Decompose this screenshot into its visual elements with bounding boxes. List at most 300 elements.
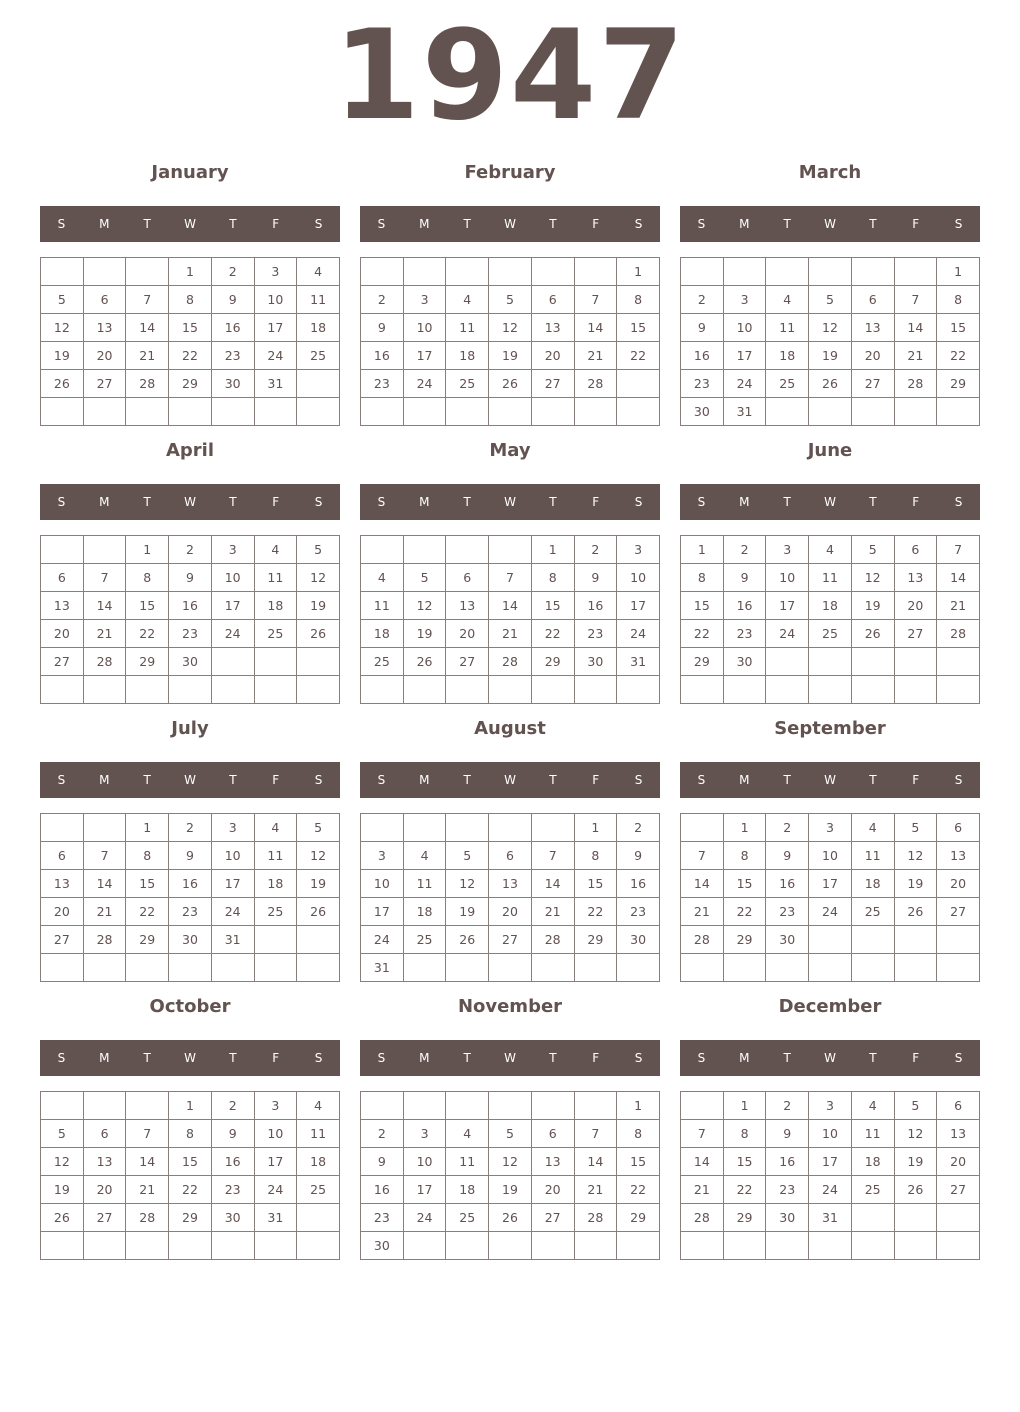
day-cell: 7 [681,1120,724,1148]
day-cell: 1 [681,536,724,564]
weekday-label: M [739,1051,750,1065]
day-cell: 15 [617,1148,660,1176]
week-row [681,314,980,342]
weekday-label: S [377,495,386,509]
day-cell: 19 [297,870,340,898]
day-cell: 17 [809,1148,852,1176]
day-cell: 25 [766,370,809,398]
day-cell: 13 [83,314,126,342]
week-row [361,536,660,564]
day-cell [851,676,894,704]
day-cell [297,1232,340,1260]
week-row [681,398,980,426]
weekday-label: S [57,773,66,787]
day-cell: 24 [254,1176,297,1204]
weekday-label: T [869,773,877,787]
day-cell [681,954,724,982]
day-cell [126,676,169,704]
day-cell: 31 [617,648,660,676]
weekday-label: S [377,1051,386,1065]
day-cell [851,648,894,676]
day-cell: 3 [809,1092,852,1120]
week-row [41,814,340,842]
day-cell: 18 [254,592,297,620]
day-cell [211,954,254,982]
week-row [361,926,660,954]
weekday-label: T [229,1051,237,1065]
day-cell [41,954,84,982]
weekday-label: F [912,1051,920,1065]
week-row [681,342,980,370]
weekday-label: S [634,1051,643,1065]
day-cell: 18 [446,342,489,370]
week-row [41,592,340,620]
day-cell: 27 [531,370,574,398]
weekday-label: T [869,217,877,231]
day-cell: 25 [851,1176,894,1204]
day-grid [40,535,340,704]
day-cell: 5 [489,1120,532,1148]
month-title: November [457,996,563,1017]
day-cell: 2 [361,1120,404,1148]
day-cell: 22 [681,620,724,648]
day-cell [894,1204,937,1232]
day-cell [83,1232,126,1260]
day-cell: 22 [723,898,766,926]
month-title: April [165,440,215,461]
day-cell [681,258,724,286]
day-cell: 11 [851,842,894,870]
day-cell [254,648,297,676]
day-cell: 28 [894,370,937,398]
month-title: March [798,162,862,183]
day-cell: 6 [937,1092,980,1120]
day-cell [489,954,532,982]
day-cell [937,1204,980,1232]
weekday-label: W [824,495,836,509]
week-row [361,1204,660,1232]
day-cell [851,258,894,286]
day-cell: 21 [574,1176,617,1204]
weekday-header-bar [360,206,660,242]
day-cell: 5 [41,1120,84,1148]
weekday-label: F [272,1051,280,1065]
day-cell: 4 [851,1092,894,1120]
day-cell: 16 [211,314,254,342]
day-cell: 8 [126,842,169,870]
day-cell: 9 [211,286,254,314]
weekday-label: W [184,1051,196,1065]
day-cell [83,536,126,564]
day-cell [574,676,617,704]
week-row [41,536,340,564]
day-cell [41,814,84,842]
weekday-label: T [783,495,791,509]
day-cell: 11 [809,564,852,592]
week-row [361,398,660,426]
day-cell: 23 [681,370,724,398]
weekday-header-bar [680,206,980,242]
day-cell: 8 [574,842,617,870]
day-cell: 28 [83,648,126,676]
weekday-label: S [314,217,323,231]
weekday-label: W [504,495,516,509]
day-cell: 25 [297,342,340,370]
day-cell: 28 [83,926,126,954]
day-cell: 24 [723,370,766,398]
day-cell: 3 [723,286,766,314]
day-cell: 14 [83,592,126,620]
week-row [361,1176,660,1204]
day-cell: 18 [297,1148,340,1176]
day-cell [446,814,489,842]
day-cell [809,258,852,286]
day-cell [681,1092,724,1120]
week-row [361,370,660,398]
day-cell: 27 [531,1204,574,1232]
week-row [361,1092,660,1120]
day-cell: 3 [361,842,404,870]
day-cell [361,814,404,842]
day-cell: 12 [297,564,340,592]
week-row [681,620,980,648]
day-cell [297,954,340,982]
day-cell: 25 [254,898,297,926]
day-cell [531,1092,574,1120]
weekday-label: F [912,495,920,509]
day-cell: 17 [361,898,404,926]
weekday-label: S [954,773,963,787]
day-cell: 3 [809,814,852,842]
day-grid [680,1091,980,1260]
day-cell [446,1092,489,1120]
day-cell: 24 [403,370,446,398]
day-cell: 24 [211,898,254,926]
day-cell: 25 [446,370,489,398]
day-cell [297,398,340,426]
day-cell: 26 [446,926,489,954]
week-row [681,564,980,592]
day-cell [254,676,297,704]
day-cell [851,926,894,954]
day-cell: 14 [126,1148,169,1176]
weekday-label: F [592,1051,600,1065]
day-cell: 8 [531,564,574,592]
day-cell [809,676,852,704]
day-cell: 23 [617,898,660,926]
day-cell: 18 [851,870,894,898]
day-cell: 4 [446,1120,489,1148]
week-row [361,286,660,314]
day-cell: 10 [617,564,660,592]
weekday-label: T [229,495,237,509]
day-cell: 22 [937,342,980,370]
day-cell: 14 [681,1148,724,1176]
day-cell: 9 [211,1120,254,1148]
day-cell: 2 [169,536,212,564]
day-cell [83,258,126,286]
day-cell: 17 [254,314,297,342]
day-cell: 6 [41,564,84,592]
day-cell: 21 [126,1176,169,1204]
day-cell: 17 [254,1148,297,1176]
day-cell: 1 [574,814,617,842]
day-cell [809,1232,852,1260]
day-cell: 6 [41,842,84,870]
day-cell: 30 [723,648,766,676]
day-cell [617,676,660,704]
day-cell: 18 [254,870,297,898]
day-cell: 19 [41,1176,84,1204]
weekday-header-bar [40,762,340,798]
weekday-label: M [419,495,430,509]
week-row [361,676,660,704]
day-cell: 20 [41,620,84,648]
day-cell [83,676,126,704]
day-cell [489,1232,532,1260]
day-cell [937,648,980,676]
day-cell [169,398,212,426]
day-cell: 12 [489,314,532,342]
day-cell: 28 [489,648,532,676]
week-row [41,620,340,648]
day-cell: 19 [297,592,340,620]
weekday-label: W [184,773,196,787]
day-cell: 24 [254,342,297,370]
day-cell: 6 [83,286,126,314]
weekday-label: F [272,217,280,231]
day-cell: 16 [766,870,809,898]
day-cell: 27 [83,370,126,398]
day-cell: 7 [531,842,574,870]
month-title: August [474,718,546,739]
day-cell [446,536,489,564]
day-cell: 2 [723,536,766,564]
week-row [681,1232,980,1260]
day-cell [403,258,446,286]
week-row [41,342,340,370]
weekday-label: T [549,1051,557,1065]
day-cell: 16 [681,342,724,370]
day-cell: 5 [851,536,894,564]
day-cell [723,954,766,982]
weekday-header-bar [680,1040,980,1076]
weekday-label: S [314,773,323,787]
day-cell: 5 [41,286,84,314]
day-cell [851,1204,894,1232]
day-cell: 1 [126,536,169,564]
weekday-label: S [377,217,386,231]
day-cell: 4 [254,814,297,842]
week-row [681,898,980,926]
day-cell: 6 [531,286,574,314]
day-cell: 8 [617,1120,660,1148]
day-cell: 11 [766,314,809,342]
day-cell: 20 [446,620,489,648]
day-cell: 26 [489,370,532,398]
day-grid [680,535,980,704]
day-cell: 7 [83,842,126,870]
day-cell: 11 [297,1120,340,1148]
day-cell: 13 [531,314,574,342]
day-cell: 22 [126,620,169,648]
day-cell: 26 [297,898,340,926]
week-row [361,592,660,620]
day-cell: 31 [211,926,254,954]
weekday-header-bar [40,1040,340,1076]
day-cell [169,1232,212,1260]
day-cell: 28 [681,1204,724,1232]
day-cell: 26 [851,620,894,648]
day-cell: 6 [894,536,937,564]
day-cell [41,1232,84,1260]
month-title: December [778,996,882,1017]
day-cell: 27 [446,648,489,676]
week-row [361,314,660,342]
day-cell: 6 [83,1120,126,1148]
day-cell [809,954,852,982]
weekday-label: F [592,495,600,509]
day-cell: 18 [361,620,404,648]
day-cell: 13 [83,1148,126,1176]
day-cell [297,648,340,676]
day-cell: 9 [617,842,660,870]
day-cell: 23 [766,898,809,926]
day-cell: 16 [617,870,660,898]
weekday-label: T [143,217,151,231]
week-row [681,648,980,676]
day-cell: 21 [681,898,724,926]
day-cell: 29 [126,926,169,954]
day-cell [361,398,404,426]
weekday-label: F [592,773,600,787]
week-row [41,1232,340,1260]
day-cell: 25 [446,1204,489,1232]
week-row [681,258,980,286]
day-cell: 18 [766,342,809,370]
day-cell: 16 [574,592,617,620]
day-cell [41,536,84,564]
week-row [681,536,980,564]
day-cell: 9 [169,842,212,870]
weekday-label: W [824,1051,836,1065]
day-cell: 10 [403,1148,446,1176]
day-grid [40,257,340,426]
day-cell: 12 [894,1120,937,1148]
week-row [361,648,660,676]
day-cell: 20 [531,1176,574,1204]
day-grid [360,257,660,426]
day-cell: 23 [361,1204,404,1232]
day-cell: 24 [403,1204,446,1232]
day-cell: 1 [617,1092,660,1120]
day-cell [937,398,980,426]
day-cell: 7 [489,564,532,592]
weekday-label: S [634,495,643,509]
day-cell: 14 [681,870,724,898]
week-row [681,842,980,870]
day-cell: 25 [361,648,404,676]
weekday-label: T [869,1051,877,1065]
day-cell: 21 [531,898,574,926]
day-cell: 21 [489,620,532,648]
day-cell: 8 [681,564,724,592]
week-row [681,1176,980,1204]
day-cell: 20 [489,898,532,926]
day-cell [937,926,980,954]
day-cell: 17 [403,342,446,370]
day-cell: 15 [169,314,212,342]
day-cell: 17 [617,592,660,620]
day-cell: 10 [766,564,809,592]
week-row [41,1120,340,1148]
day-cell: 11 [254,842,297,870]
day-cell: 30 [169,926,212,954]
weekday-label: T [463,1051,471,1065]
day-cell: 10 [809,1120,852,1148]
day-grid [40,813,340,982]
day-cell: 9 [169,564,212,592]
day-cell [723,676,766,704]
weekday-label: S [697,1051,706,1065]
day-cell: 30 [766,1204,809,1232]
day-cell [809,398,852,426]
day-cell: 5 [446,842,489,870]
day-cell [531,954,574,982]
day-cell [574,954,617,982]
day-cell [83,1092,126,1120]
day-cell: 21 [681,1176,724,1204]
day-cell: 29 [126,648,169,676]
day-cell [403,398,446,426]
day-cell: 17 [809,870,852,898]
day-cell: 8 [723,842,766,870]
day-cell: 19 [489,342,532,370]
day-cell [851,954,894,982]
day-cell: 29 [681,648,724,676]
day-cell: 10 [254,1120,297,1148]
day-cell [809,926,852,954]
weekday-label: M [739,217,750,231]
day-grid [680,257,980,426]
day-cell: 18 [851,1148,894,1176]
weekday-label: T [783,773,791,787]
day-cell: 29 [723,926,766,954]
day-cell: 20 [937,1148,980,1176]
day-cell: 12 [809,314,852,342]
day-cell [169,954,212,982]
day-cell [361,258,404,286]
day-cell: 23 [361,370,404,398]
day-cell: 4 [361,564,404,592]
day-cell: 12 [894,842,937,870]
day-cell: 28 [574,1204,617,1232]
day-cell [894,648,937,676]
day-cell: 27 [937,898,980,926]
weekday-header-bar [680,484,980,520]
weekday-label: W [824,217,836,231]
day-cell: 9 [766,842,809,870]
day-cell [766,1232,809,1260]
weekday-label: M [739,773,750,787]
day-cell [489,258,532,286]
day-cell: 15 [723,870,766,898]
day-cell [489,676,532,704]
day-cell: 28 [937,620,980,648]
day-cell [297,1204,340,1232]
day-cell: 23 [723,620,766,648]
day-cell: 10 [211,564,254,592]
